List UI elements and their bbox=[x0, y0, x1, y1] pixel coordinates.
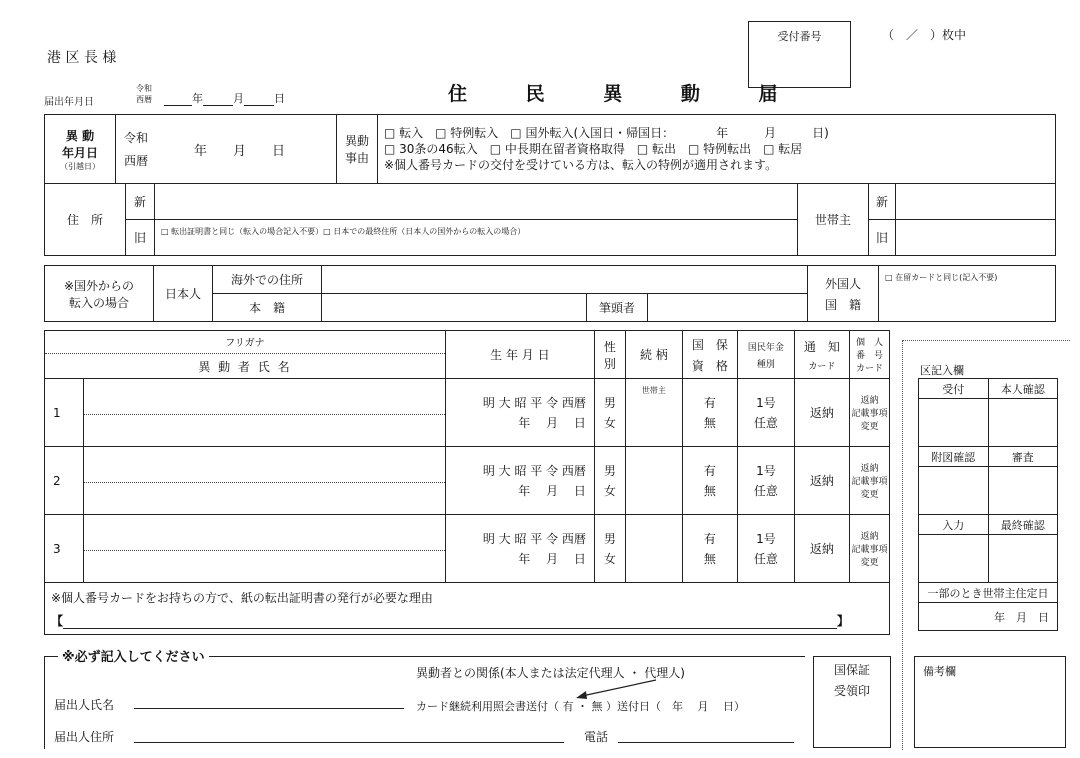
phone-field[interactable] bbox=[618, 742, 794, 743]
notice-card-field[interactable]: 返納 bbox=[794, 379, 849, 447]
residence-card-option[interactable]: □ 在留カードと同じ(記入不要) bbox=[879, 266, 1056, 322]
ward-section-border bbox=[902, 340, 904, 750]
name-field[interactable] bbox=[84, 515, 446, 583]
notice-card-header: 通 知 カード bbox=[794, 331, 849, 379]
abroad-table bbox=[44, 265, 1056, 322]
mynumber-card-field[interactable]: 返納 記載事項 変更 bbox=[849, 447, 889, 515]
partial-householder-date[interactable]: 年 月 日 bbox=[919, 603, 1058, 631]
birth-field[interactable]: 明 大 昭 平 令 西暦 年 月 日 bbox=[445, 447, 594, 515]
address-new-label: 新 bbox=[126, 184, 155, 220]
ward-section-title: 区記入欄 bbox=[920, 364, 964, 377]
relation-field[interactable] bbox=[625, 515, 682, 583]
birth-header: 生 年 月 日 bbox=[445, 331, 594, 379]
recipient: 港 区 長 様 bbox=[47, 50, 117, 66]
name-header: フリガナ 異 動 者 氏 名 bbox=[45, 331, 446, 379]
pension-header: 国民年金 種別 bbox=[737, 331, 794, 379]
people-table bbox=[44, 330, 890, 635]
relation-field[interactable] bbox=[625, 447, 682, 515]
final-check-stamp[interactable] bbox=[988, 535, 1058, 583]
reception-number-label: 受付番号 bbox=[777, 30, 822, 43]
move-date-label: 異 動 年月日 （引越日） bbox=[45, 115, 116, 184]
overseas-address-label: 海外での住所 bbox=[213, 266, 322, 294]
address-label: 住 所 bbox=[45, 184, 126, 256]
table-row bbox=[45, 379, 890, 447]
nhi-seal-label: 受領印 bbox=[833, 684, 870, 698]
month-label: 月 bbox=[233, 92, 244, 105]
map-check-stamp[interactable] bbox=[919, 467, 989, 515]
pension-field[interactable]: 1号 任意 bbox=[737, 447, 794, 515]
japanese-label: 日本人 bbox=[154, 266, 213, 322]
move-reason-options[interactable]: □ 転入 □ 特例転入 □ 国外転入(入国日・帰国日： 年 月 日) □ 30条の46転入 □ 中長期在留者資格取得 □ 転出 □ 特例転出 □ 転居 ※個人番号カードの交付を受けている方は、転入の特例が適用されます。 bbox=[378, 115, 1056, 184]
householder-new-label: 新 bbox=[869, 184, 896, 220]
reception-label: 受付 bbox=[919, 379, 989, 399]
nhi-receipt-label: 国保証 bbox=[833, 663, 870, 677]
domicile-field[interactable] bbox=[322, 294, 587, 322]
reception-number-box bbox=[748, 21, 851, 88]
address-table bbox=[44, 183, 1056, 256]
partial-householder-label: 一部のとき世帯主住定日 bbox=[919, 583, 1058, 603]
phone-label: 電話 bbox=[584, 730, 609, 744]
remarks-box[interactable] bbox=[914, 656, 1066, 748]
relation-to-mover[interactable]: 異動者との関係(本人または法定代理人 ・ 代理人) bbox=[416, 666, 685, 680]
move-info-table bbox=[44, 114, 1056, 184]
pension-field[interactable]: 1号 任意 bbox=[737, 379, 794, 447]
householder-old-label: 旧 bbox=[869, 220, 896, 256]
row-number: 2 bbox=[45, 447, 84, 515]
sex-header: 性 別 bbox=[594, 331, 625, 379]
sex-field[interactable]: 男 女 bbox=[594, 379, 625, 447]
filer-address-field[interactable] bbox=[134, 742, 564, 743]
sex-field[interactable]: 男 女 bbox=[594, 515, 625, 583]
day-label: 日 bbox=[274, 92, 285, 105]
card-send-option[interactable]: カード継続利用照会書送付（ 有 ・ 無 ）送付日（ 年 月 日） bbox=[416, 700, 745, 713]
input-label: 入力 bbox=[919, 515, 989, 535]
nhi-field[interactable]: 有 無 bbox=[682, 515, 737, 583]
name-field[interactable] bbox=[84, 379, 446, 447]
map-check-label: 附図確認 bbox=[919, 447, 989, 467]
sheet-count: （ ／ ）枚中 bbox=[882, 28, 967, 42]
foreigner-label: 外国人 国 籍 bbox=[808, 266, 879, 322]
head-of-register-label: 筆頭者 bbox=[587, 294, 648, 322]
relation-field[interactable]: 世帯主 bbox=[625, 379, 682, 447]
identity-check-label: 本人確認 bbox=[988, 379, 1058, 399]
birth-field[interactable]: 明 大 昭 平 令 西暦 年 月 日 bbox=[445, 515, 594, 583]
ward-section-top bbox=[902, 340, 1070, 341]
householder-label: 世帯主 bbox=[798, 184, 869, 256]
nhi-receipt-box[interactable] bbox=[813, 656, 891, 748]
era-seireki: 西暦 bbox=[136, 95, 152, 104]
final-check-label: 最終確認 bbox=[988, 515, 1058, 535]
nhi-header: 国 保 資 格 bbox=[682, 331, 737, 379]
table-row bbox=[45, 515, 890, 583]
filer-name-label: 届出人氏名 bbox=[54, 698, 115, 712]
review-stamp[interactable] bbox=[988, 467, 1058, 515]
mynumber-card-header: 個 人 番 号 カード bbox=[849, 331, 889, 379]
move-date-field[interactable]: 令和 西暦 年 月 日 bbox=[116, 115, 337, 184]
name-field[interactable] bbox=[84, 447, 446, 515]
required-title: ※必ず記入してください bbox=[58, 646, 209, 665]
head-of-register-field[interactable] bbox=[648, 294, 808, 322]
pension-field[interactable]: 1号 任意 bbox=[737, 515, 794, 583]
householder-old-field[interactable] bbox=[896, 220, 1056, 256]
birth-field[interactable]: 明 大 昭 平 令 西暦 年 月 日 bbox=[445, 379, 594, 447]
overseas-address-field[interactable] bbox=[322, 266, 808, 294]
ward-check-table bbox=[918, 378, 1058, 631]
review-label: 審査 bbox=[988, 447, 1058, 467]
reception-stamp[interactable] bbox=[919, 399, 989, 447]
row-number: 3 bbox=[45, 515, 84, 583]
new-address-field[interactable] bbox=[155, 184, 798, 220]
filing-date-label: 届出年月日 bbox=[44, 97, 94, 108]
domicile-label: 本 籍 bbox=[213, 294, 322, 322]
sex-field[interactable]: 男 女 bbox=[594, 447, 625, 515]
remarks-label: 備考欄 bbox=[923, 665, 956, 678]
identity-check-stamp[interactable] bbox=[988, 399, 1058, 447]
householder-new-field[interactable] bbox=[896, 184, 1056, 220]
mynumber-card-field[interactable]: 返納 記載事項 変更 bbox=[849, 515, 889, 583]
row-number: 1 bbox=[45, 379, 84, 447]
input-stamp[interactable] bbox=[919, 535, 989, 583]
mynumber-card-field[interactable]: 返納 記載事項 変更 bbox=[849, 379, 889, 447]
abroad-label: ※国外からの 転入の場合 bbox=[45, 266, 154, 322]
filer-address-label: 届出人住所 bbox=[54, 730, 115, 744]
notice-card-field[interactable]: 返納 bbox=[794, 447, 849, 515]
filing-date bbox=[136, 83, 152, 105]
table-row bbox=[45, 447, 890, 515]
nhi-field[interactable]: 有 無 bbox=[682, 447, 737, 515]
page-title: 住 民 異 動 届 bbox=[448, 83, 804, 105]
era-reiwa: 令和 bbox=[136, 84, 152, 93]
nhi-field[interactable]: 有 無 bbox=[682, 379, 737, 447]
year-label: 年 bbox=[192, 92, 203, 105]
notice-card-field[interactable]: 返納 bbox=[794, 515, 849, 583]
address-old-label: 旧 bbox=[126, 220, 155, 256]
filing-date-fields[interactable] bbox=[164, 90, 285, 106]
paper-certificate-reason[interactable]: ※個人番号カードをお持ちの方で、紙の転出証明書の発行が必要な理由 【 】 bbox=[45, 583, 890, 635]
relation-header: 続 柄 bbox=[625, 331, 682, 379]
filer-name-field[interactable] bbox=[134, 708, 404, 709]
old-address-field[interactable]: □ 転出証明書と同じ（転入の場合記入不要）□ 日本での最終住所（日本人の国外からの転入の場合） bbox=[155, 220, 798, 256]
move-reason-label: 異動 事由 bbox=[337, 115, 378, 184]
